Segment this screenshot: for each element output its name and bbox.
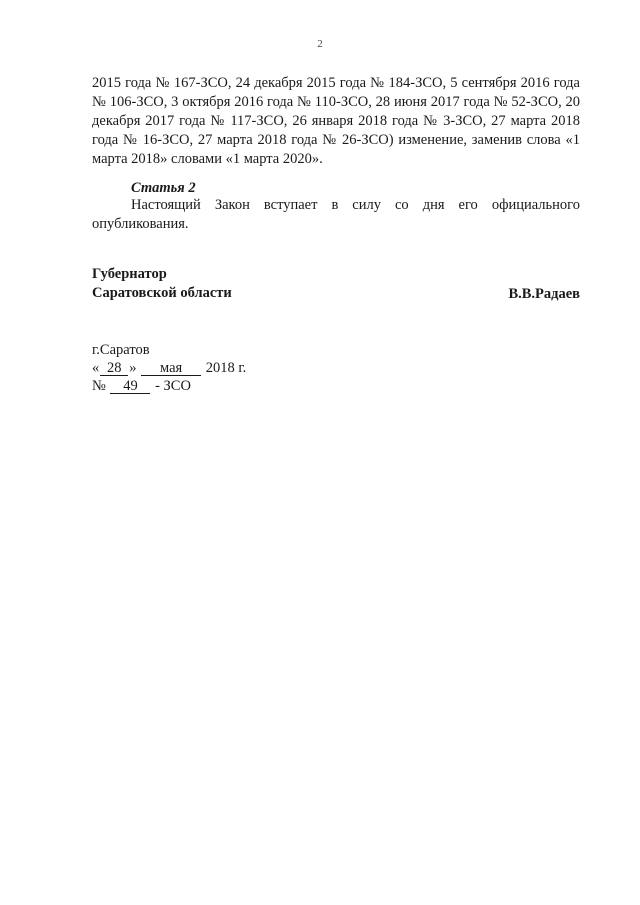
law-number-prefix: №	[92, 378, 106, 394]
place-date-block	[92, 341, 246, 395]
signatory-title	[92, 265, 232, 303]
signatory-name: В.В.Радаев	[508, 286, 580, 302]
signatory-title-line1: Губернатор	[92, 266, 167, 282]
article-heading: Статья 2	[131, 180, 196, 196]
page-number: 2	[317, 38, 323, 50]
amendment-paragraph: 2015 года № 167-ЗСО, 24 декабря 2015 года № 184-ЗСО, 5 сентября 2016 года № 106-ЗСО, 3 октября 2016 года № 110-ЗСО, 28 июня 2017 года № 52-ЗСО, 20 декабря 2017 года № 117-ЗСО, 26 января 2018 года № 3-ЗСО, 27 марта 2018 года № 16-ЗСО, 27 марта 2018 года № 26-ЗСО) изменение, заменив слова «1 марта 2018» словами «1 марта 2020».	[92, 75, 580, 167]
date-open-quote: «	[92, 360, 100, 376]
law-number	[92, 377, 246, 395]
date-year: 2018 г.	[205, 360, 247, 376]
date-month: мая	[141, 361, 201, 376]
signatory-title-line2: Саратовской области	[92, 285, 232, 301]
place-of-signing: г.Саратов	[92, 342, 150, 358]
article-text: Настоящий Закон вступает в силу со дня его официального опубликования.	[92, 197, 580, 232]
date-day: 28	[100, 361, 128, 376]
signing-date	[92, 359, 246, 377]
date-close-quote: »	[129, 360, 137, 376]
law-number-suffix: - ЗСО	[155, 378, 191, 394]
law-number-value: 49	[110, 379, 150, 394]
